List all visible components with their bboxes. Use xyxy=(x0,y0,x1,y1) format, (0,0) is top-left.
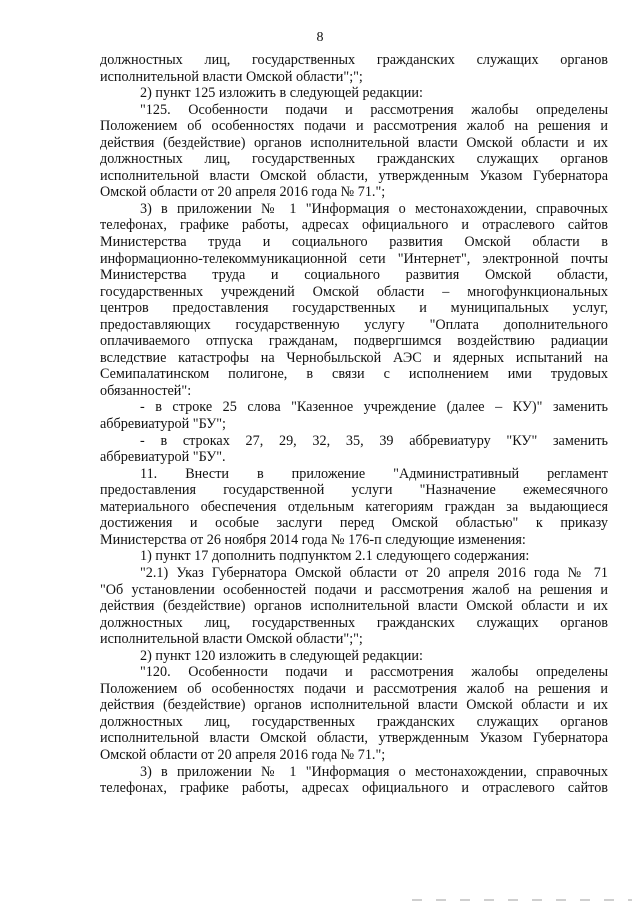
text-line: аббревиатурой "БУ". xyxy=(100,449,226,466)
text-line: Омской области от 20 апреля 2016 года № 71."; xyxy=(100,184,386,201)
text-line: исполнительной власти Омской области, утвержденным Указом Губернатора xyxy=(100,167,608,184)
text-line: вследствие катастрофы на Чернобыльской АЭС и ядерных испытаний на xyxy=(100,349,608,366)
text-line: - в строке 25 слова "Казенное учреждение (далее – КУ)" заменить xyxy=(140,399,608,416)
text-line: оплачиваемого отпуска гражданам, подвергшимся воздействию радиации xyxy=(100,333,608,350)
text-line: должностных лиц, государственных гражданских служащих органов xyxy=(100,713,608,730)
text-line: "2.1) Указ Губернатора Омской области от 20 апреля 2016 года № 71 xyxy=(140,564,608,581)
text-line: должностных лиц, государственных гражданских служащих органов xyxy=(100,52,608,68)
text-line: 11. Внести в приложение "Административный регламент xyxy=(140,465,608,482)
text-line: Министерства от 26 ноября 2014 года № 176-п следующие изменения: xyxy=(100,531,526,548)
text-line: "120. Особенности подачи и рассмотрения жалобы определены xyxy=(140,664,608,681)
text-line: 2) пункт 125 изложить в следующей редакции: xyxy=(140,85,423,102)
text-line: 2) пункт 120 изложить в следующей редакции: xyxy=(140,647,423,664)
text-line: "125. Особенности подачи и рассмотрения жалобы определены xyxy=(140,101,608,118)
text-line: Положением об особенностях подачи и рассмотрения жалоб на решения и xyxy=(100,118,608,135)
text-line: 1) пункт 17 дополнить подпунктом 2.1 следующего содержания: xyxy=(140,548,530,565)
text-line: информационно-телекоммуникационной сети "Интернет", электронной почты xyxy=(100,250,608,267)
text-line: Омской области от 20 апреля 2016 года № 71."; xyxy=(100,746,386,763)
text-line: Семипалатинском полигоне, в связи с исполнением ими трудовых xyxy=(100,366,608,383)
page-number: 8 xyxy=(316,30,324,45)
text-line: предоставления государственной услуги "Назначение ежемесячного xyxy=(100,482,608,499)
text-line: предоставляющих государственную услугу "Оплата дополнительного xyxy=(100,316,608,333)
text-line: 3) в приложении № 1 "Информация о местонахождении, справочных xyxy=(140,763,608,780)
text-line: исполнительной власти Омской области";"; xyxy=(100,631,363,648)
text-line: исполнительной власти Омской области, утвержденным Указом Губернатора xyxy=(100,730,608,747)
text-line: достижения и особые заслуги перед Омской областью" к приказу xyxy=(100,515,608,532)
text-line: телефонах, графике работы, адресах официального и отраслевого сайтов xyxy=(100,217,608,234)
text-line: действия (бездействие) органов исполнительной власти Омской области и их xyxy=(100,697,608,714)
text-line: исполнительной власти Омской области";"; xyxy=(100,68,363,85)
text-line: "Об установлении особенностей подачи и рассмотрения жалоб на решения и xyxy=(100,581,608,598)
text-line: Министерства труда и социального развития Омской области в xyxy=(100,234,608,251)
text-line: центров предоставления государственных и муниципальных услуг, xyxy=(100,300,608,317)
text-line: должностных лиц, государственных гражданских служащих органов xyxy=(100,614,608,631)
text-line: Положением об особенностях подачи и рассмотрения жалоб на решения и xyxy=(100,680,608,697)
text-line: телефонах, графике работы, адресах официального и отраслевого сайтов xyxy=(100,780,608,797)
text-line: должностных лиц, государственных гражданских служащих органов xyxy=(100,151,608,168)
text-line: действия (бездействие) органов исполнительной власти Омской области и их xyxy=(100,598,608,615)
document-body xyxy=(100,52,608,797)
text-line: 3) в приложении № 1 "Информация о местонахождении, справочных xyxy=(140,200,608,217)
text-line: обязанностей": xyxy=(100,382,192,399)
text-line: аббревиатурой "БУ"; xyxy=(100,416,226,433)
text-line: материального обеспечения отдельным категориям граждан за выдающиеся xyxy=(100,498,608,515)
text-line: действия (бездействие) органов исполнительной власти Омской области и их xyxy=(100,134,608,151)
text-line: государственных учреждений Омской области – многофункциональных xyxy=(100,283,608,300)
text-line: - в строках 27, 29, 32, 35, 39 аббревиатуру "КУ" заменить xyxy=(140,432,608,449)
scan-artifact xyxy=(412,899,632,901)
text-line: Министерства труда и социального развития Омской области, xyxy=(100,267,608,284)
